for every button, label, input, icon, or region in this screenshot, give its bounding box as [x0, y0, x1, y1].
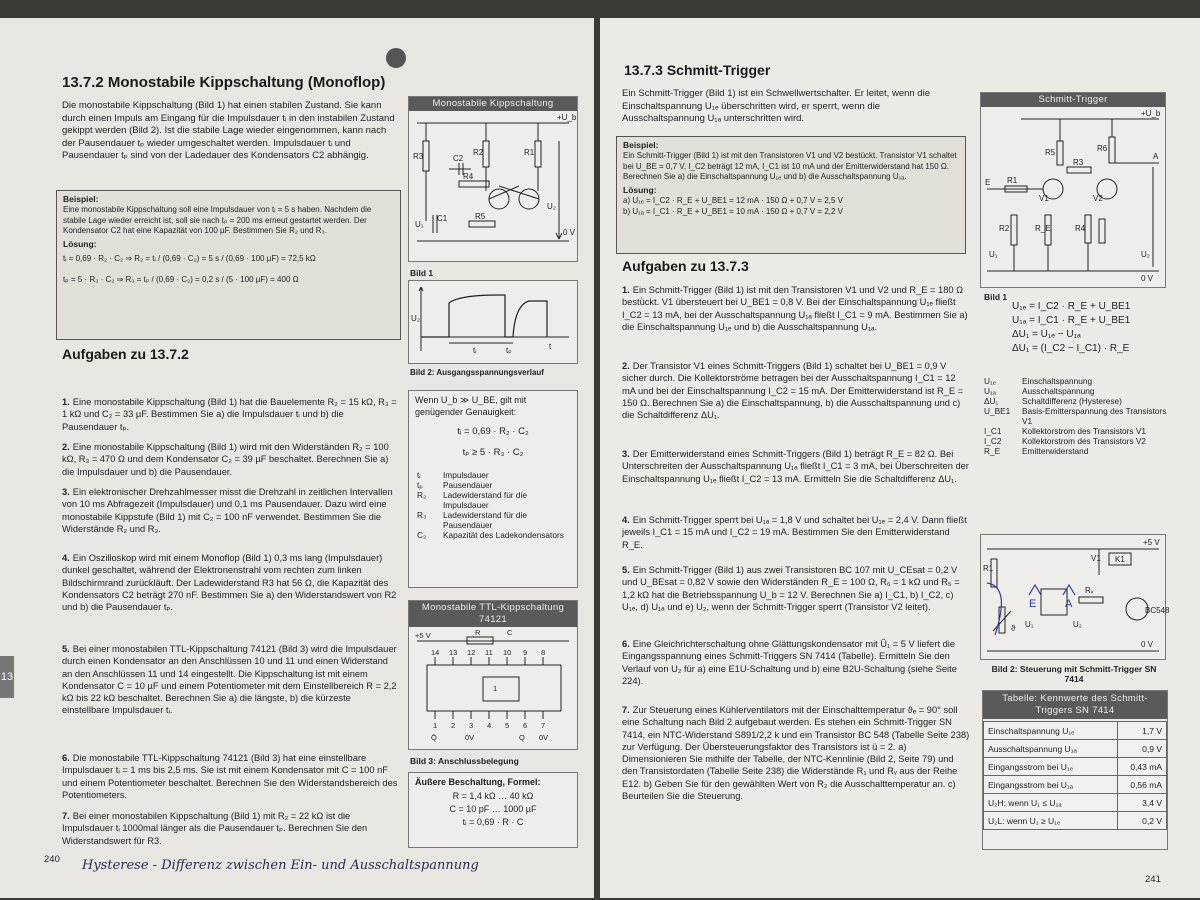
- svg-text:+U_b: +U_b: [557, 113, 577, 122]
- panel-title: Monostabile TTL-Kippschaltung 74121: [409, 601, 577, 627]
- output-voltage-graph: [409, 281, 577, 365]
- task-text: Eine monostabile Kippschaltung (Bild 1) wird mit den Widerständen R₂ = 100 kΩ, R₃ = 470 Ω und dem Kondensator C₂ = 39 µF beschaltet. Berechnen Sie a) die Impulsdauer und b) die Pausendauer.: [62, 442, 389, 477]
- svg-text:R1: R1: [983, 564, 994, 573]
- svg-text:V1: V1: [1091, 554, 1101, 563]
- task-number: 3.: [62, 487, 70, 497]
- svg-text:6: 6: [523, 721, 528, 730]
- task-number: 6.: [622, 639, 630, 649]
- task-text: Bei einer monostabilen Kippschaltung (Bild 1) mit R₂ = 22 kΩ ist die Impulsdauer tᵢ 1000mal länger als die Pausendauer tₚ. Berechnen Sie den Widerstandswert für R3.: [62, 811, 368, 846]
- panel-wiring: [408, 772, 578, 848]
- task-number: 5.: [622, 565, 630, 575]
- left-page: [0, 18, 594, 898]
- solution-label: Lösung:: [63, 239, 97, 250]
- task-text: Die monostabile TTL-Kippschaltung 74121 (Bild 3) hat eine einstellbare Impulsdauer tᵢ = 1 ms bis 2,5 ms. Sie ist mit einem Kondensator mit C = 100 nF und einem Potentiometer beschaltet. Berechnen Sie den Widerstandsbereich des Potentiometers.: [62, 753, 398, 800]
- svg-text:C1: C1: [437, 214, 448, 223]
- legend-symbol: ΔU₁: [984, 396, 999, 406]
- svg-text:5: 5: [505, 721, 510, 730]
- section-title: 13.7.2 Monostabile Kippschaltung (Monoflop): [62, 74, 386, 91]
- svg-text:U₁: U₁: [989, 250, 998, 259]
- page-number: 241: [1145, 874, 1161, 885]
- svg-text:BC548: BC548: [1145, 606, 1170, 615]
- table-row: [984, 758, 1167, 776]
- wiring-c-range: C = 10 pF … 1000 µF: [449, 804, 537, 814]
- svg-text:R2: R2: [473, 148, 484, 157]
- formula-line: ΔU₁ = U₁ₑ − U₁ₐ: [1012, 329, 1081, 340]
- svg-text:9: 9: [523, 648, 528, 657]
- legend-symbol: I_C2: [984, 436, 1002, 446]
- intro-text: Die monostabile Kippschaltung (Bild 1) hat einen stabilen Zustand. Sie kann durch einen Impuls am Eingang für die Impulsdauer tᵢ in den instabilen Zustand gekippt werden (Bild 2). Ist die stabile Lage wieder eingenommen, kann nach der Pausendauer tₚ wieder umgeschaltet werden. Impulsdauer tᵢ und Pausendauer tₚ sind von der Ladedauer des Kondensators C2 abhängig.: [62, 100, 395, 162]
- task-number: 2.: [622, 361, 630, 371]
- legend-row: [982, 436, 1172, 446]
- legend-row: [982, 426, 1172, 436]
- table-value: 0,43 mA: [1118, 758, 1167, 776]
- table-title: Tabelle: Kennwerte des Schmitt-Triggers SN 7414: [983, 691, 1167, 719]
- task-text: Ein Schmitt-Trigger sperrt bei U₁ₐ = 1,8 V und schaltet bei U₁ₑ = 2,4 V. Dann fließt jeweils I_C1 = 15 mA und I_C2 = 19 mA. Bestimmen Sie den Emitterwiderstand R_E.: [622, 515, 967, 550]
- task-number: 7.: [622, 705, 630, 715]
- task-text: Der Transistor V1 eines Schmitt-Triggers (Bild 1) schaltet bei U_BE1 = 0,9 V sicher durch. Die Kollektorströme betragen bei der Ausschaltspannung I_C1 = 12 mA und bei der Einschaltspannung I_C2 = 15 mA. Der Emitterwiderstand ist R_E = 150 Ω. Berechnen Sie a) die Einschaltspannung, b) die Ausschaltspannung und c) die Schaltdifferenz ΔU₁.: [622, 361, 964, 421]
- svg-text:tₚ: tₚ: [506, 346, 512, 355]
- svg-text:4: 4: [487, 721, 492, 730]
- legend-row: [982, 396, 1172, 406]
- svg-text:C2: C2: [453, 154, 464, 163]
- panel-title: Monostabile Kippschaltung: [409, 97, 577, 111]
- task-item: [62, 810, 400, 847]
- solution-label: Lösung:: [623, 185, 657, 196]
- svg-text:3: 3: [469, 721, 474, 730]
- table-value: 3,4 V: [1118, 794, 1167, 812]
- task-item: [622, 704, 970, 802]
- panel-formulas: [408, 390, 578, 588]
- svg-text:12: 12: [467, 648, 476, 657]
- handwritten-note: Hysterese - Differenz zwischen Ein- und Ausschaltspannung: [82, 858, 479, 873]
- task-text: Ein Schmitt-Trigger (Bild 1) ist mit den Transistoren V1 und V2 und R_E = 180 Ω bestückt. V1 übersteuert bei U_BE1 = 0,8 V. Bei der Einschaltspannung U₁ₑ fließt I_C2 = 13 mA, bei der Ausschaltspannung U₁ₐ fließt I_C1 = 9 mA. Bestimmen Sie a) die Einschaltspannung U₁ₑ und b) die Ausschaltspannung U₁ₐ.: [622, 285, 968, 332]
- svg-text:R1: R1: [1007, 176, 1018, 185]
- formula-line: U₁ₐ = I_C1 · R_E + U_BE1: [1012, 315, 1131, 326]
- task-item: [62, 396, 400, 433]
- wiring-title: Äußere Beschaltung, Formel:: [415, 777, 541, 787]
- task-number: 4.: [62, 553, 70, 563]
- legend-symbol: tᵢ: [417, 470, 421, 480]
- task-text: Ein Schmitt-Trigger (Bild 1) aus zwei Transistoren BC 107 mit U_CEsat = 0,2 V und U_BEsat = 0,82 V sowie den Widerständen R_E = 100 Ω, R₆ = 1 kΩ und R₅ = 1,2 kΩ hat die Betriebsspannung U_b = 12 V. Berechnen Sie a) I_C1, b) I_C2, c) U₁ₑ, d) U₁ₐ und e) U₂, wenn der Schmitt-Trigger sperrt (Transistor V2 leitet).: [622, 565, 960, 612]
- svg-text:2: 2: [451, 721, 456, 730]
- formula-legend: [982, 376, 1172, 456]
- svg-text:+U_b: +U_b: [1141, 109, 1161, 118]
- section-title: 13.7.3 Schmitt-Trigger: [624, 62, 771, 78]
- solution-line-2: b) U₁ₐ = I_C1 · R_E + U_BE1 = 10 mA · 150 Ω + 0,7 V = 2,2 V: [623, 206, 843, 216]
- legend-row: [982, 446, 1172, 456]
- task-text: Ein elektronischer Drehzahlmesser misst die Drehzahl in zeitlichen Intervallen von 10 ms Abfragezeit (Impulsdauer) und 0,1 ms Pausendauer. Dazu wird eine monostabile Kippstufe (Bild 1) mit C₂ = 100 nF verwendet. Bestimmen Sie die Widerstände R₂ und R₃.: [62, 487, 393, 534]
- svg-text:U₂: U₂: [1141, 250, 1150, 259]
- legend-symbol: I_C1: [984, 426, 1002, 436]
- task-text: Eine monostabile Kippschaltung (Bild 1) hat die Bauelemente R₂ = 15 kΩ, R₃ = 1 kΩ und C₂ = 33 µF. Bestimmen Sie a) die Impulsdauer tᵢ und b) die Pausendauer tₚ.: [62, 397, 397, 432]
- example-text: Ein Schmitt-Trigger (Bild 1) ist mit den Transistoren V1 und V2 bestückt. Transistor V1 schaltet bei U_BE = 0,7 V, I_C2 beträgt 12 mA, I_C1 ist 10 mA und der Emitterwiderstand hat 150 Ω. Berechnen Sie a) die Einschaltspannung U₁ₑ und b) die Ausschaltspannung U₁ₐ.: [623, 151, 957, 181]
- legend-description: Impulsdauer: [443, 470, 489, 480]
- tasks-heading: Aufgaben zu 13.7.2: [62, 346, 189, 362]
- intro-text: Ein Schmitt-Trigger (Bild 1) ist ein Schwellwertschalter. Er leitet, wenn die Einschaltspannung U₁ₑ überschritten wird, er sperrt, wenn die Ausschaltspannung U₁ₐ unterschritten wird.: [622, 88, 930, 125]
- svg-text:7: 7: [541, 721, 546, 730]
- svg-text:+5 V: +5 V: [415, 631, 431, 640]
- legend-description: Ladewiderstand für die Pausendauer: [443, 510, 527, 530]
- legend-symbol: tₚ: [417, 480, 423, 490]
- svg-text:8: 8: [541, 648, 546, 657]
- svg-text:R6: R6: [1097, 144, 1108, 153]
- panel-monoflop: [408, 96, 578, 262]
- example-box: [616, 136, 966, 254]
- panel-title: Schmitt-Trigger: [981, 93, 1165, 107]
- task-text: Ein Oszilloskop wird mit einem Monoflop (Bild 1) 0,3 ms lang (Impulsdauer) dunkel geschaltet, während der Elektronenstrahl vom rechten zum linken Bildschirmrand zurückläuft. Der Ladewiderstand R3 hat 56 Ω, die Kapazität des Kondensators C2 beträgt 270 nF. Bestimmen Sie a) den Widerstandswert von R2 und b) die Pausendauer tₚ.: [62, 553, 397, 613]
- wiring-r-range: R = 1,4 kΩ … 40 kΩ: [452, 791, 534, 801]
- example-heading: Beispiel:: [63, 194, 99, 204]
- svg-text:Q: Q: [519, 733, 525, 742]
- solution-line-2: tₚ = 5 · R₃ · C₂ ⇒ R₃ = tₚ / (0,69 · C₂) = 0,2 s / (5 · 100 µF) = 400 Ω: [63, 274, 299, 284]
- svg-text:U₁: U₁: [415, 220, 424, 229]
- table-key: Eingangsstrom bei U₁ₑ: [984, 758, 1118, 776]
- task-number: 1.: [622, 285, 630, 295]
- task-item: [622, 448, 970, 485]
- panel-fan-control: [980, 534, 1170, 660]
- svg-text:14: 14: [431, 648, 440, 657]
- svg-text:A: A: [1065, 598, 1073, 610]
- legend-description: Basis-Emitterspannung des Transistors V1: [1022, 406, 1167, 426]
- svg-text:R2: R2: [999, 224, 1010, 233]
- svg-text:11: 11: [485, 648, 493, 657]
- sn7414-table: [983, 721, 1167, 830]
- legend-row: [982, 406, 1172, 426]
- svg-text:K1: K1: [1115, 555, 1125, 564]
- svg-text:R4: R4: [463, 172, 474, 181]
- fan-control-circuit-diagram: [981, 535, 1170, 659]
- svg-text:+5 V: +5 V: [1143, 538, 1160, 547]
- formula-intro: Wenn U_b ≫ U_BE, gilt mit genügender Genauigkeit:: [415, 395, 527, 417]
- example-text: Eine monostabile Kippschaltung soll eine Impulsdauer von tᵢ = 5 s haben. Nachdem die stabile Lage wieder erreicht ist, soll sie nach tₚ = 200 ms erneut gestartet werden. Der Kondensator C2 hat eine Kapazität von 100 µF. Bestimmen Sie R₂ und R₃.: [63, 205, 372, 235]
- chapter-tab: 13: [0, 656, 14, 698]
- legend-symbol: U_BE1: [984, 406, 1011, 416]
- legend-symbol: U₁ₐ: [984, 386, 996, 396]
- legend-description: Schaltdifferenz (Hysterese): [1022, 396, 1122, 406]
- svg-text:U₂: U₂: [547, 202, 556, 211]
- svg-text:U₂: U₂: [411, 314, 420, 323]
- task-item: [622, 564, 970, 613]
- legend-description: Kollektorstrom des Transistors V1: [1022, 426, 1147, 436]
- formula-legend: [415, 470, 571, 540]
- legend-row: [415, 480, 571, 490]
- legend-description: Ausschaltspannung: [1022, 386, 1095, 396]
- task-number: 2.: [62, 442, 70, 452]
- svg-text:10: 10: [503, 648, 512, 657]
- solution-line-1: tᵢ = 0,69 · R₂ · C₂ ⇒ R₂ = tᵢ / (0,69 · C₂) = 5 s / (0,69 · 100 µF) = 72,5 kΩ: [63, 254, 316, 264]
- task-text: Zur Steuerung eines Kühlerventilators mit der Einschalttemperatur ϑₑ = 90° soll eine Schaltung nach Bild 2 aufgebaut werden. Es stehen ein Schmitt-Trigger SN 7414, ein NTC-Widerstand S891/2,2 k und ein Transistor BC 548 (Tabelle Seite 238) zur Verfügung. Der Übersteuerungsfaktor des Transistors ist ü = 2. a) Dimensionieren Sie mithilfe der Tabelle, der NTC-Kennlinie (Bild 2, Seite 79) und den Transistordaten (Tabelle Seite 238) die Widerstände R₁ und Rᵥ aus der Reihe E12. b) Geben Sie für den gewählten Wert von R₂ die Ausschalttemperatur an. c) Beurteilen Sie die Steuerung.: [622, 705, 970, 802]
- svg-text:tᵢ: tᵢ: [473, 346, 477, 355]
- legend-symbol: U₁ₑ: [984, 376, 996, 386]
- legend-row: [415, 510, 571, 530]
- solution-line-1: a) U₁ₑ = I_C2 · R_E + U_BE1 = 12 mA · 150 Ω + 0,7 V = 2,5 V: [623, 196, 843, 206]
- svg-text:0V: 0V: [465, 733, 475, 742]
- figure-2-caption: Bild 2: Ausgangsspannungsverlauf: [410, 368, 544, 377]
- legend-description: Pausendauer: [443, 480, 493, 490]
- svg-text:13: 13: [449, 648, 458, 657]
- svg-text:ϑ: ϑ: [1011, 624, 1016, 633]
- task-item: [622, 638, 970, 687]
- table-value: 0,9 V: [1118, 740, 1167, 758]
- svg-text:R1: R1: [524, 148, 535, 157]
- legend-symbol: R₃: [417, 510, 427, 520]
- svg-text:U₂: U₂: [1073, 620, 1082, 629]
- legend-description: Emitterwiderstand: [1022, 446, 1089, 456]
- panel-output-voltage: [408, 280, 578, 364]
- monoflop-circuit-diagram: [409, 111, 577, 261]
- task-number: 3.: [622, 449, 630, 459]
- task-item: [622, 514, 970, 551]
- svg-text:0V: 0V: [539, 733, 549, 742]
- panel-schmitt-trigger: [980, 92, 1166, 288]
- svg-text:R5: R5: [475, 212, 486, 221]
- task-number: 7.: [62, 811, 70, 821]
- svg-text:Rᵥ: Rᵥ: [1085, 586, 1094, 595]
- task-number: 1.: [62, 397, 70, 407]
- task-item: [62, 552, 400, 613]
- formula-impulse: tᵢ = 0,69 · R₂ · C₂: [457, 426, 529, 437]
- tasks-heading: Aufgaben zu 13.7.3: [622, 258, 749, 274]
- figure-3-caption: Bild 3: Anschlussbelegung: [410, 756, 519, 766]
- table-row: [984, 740, 1167, 758]
- table-key: Eingangsstrom bei U₁ₐ: [984, 776, 1118, 794]
- panel-ttl-74121: [408, 600, 578, 750]
- svg-text:U₁: U₁: [1025, 620, 1034, 629]
- table-row: [984, 812, 1167, 830]
- task-number: 6.: [62, 753, 70, 763]
- legend-description: Einschaltspannung: [1022, 376, 1093, 386]
- svg-text:R: R: [475, 628, 481, 637]
- figure-1-caption: Bild 1: [984, 292, 1008, 302]
- svg-text:E: E: [985, 178, 991, 187]
- task-item: [622, 360, 970, 421]
- formula-pause: tₚ ≥ 5 · R₃ · C₂: [462, 447, 524, 458]
- legend-symbol: C₂: [417, 530, 427, 540]
- right-page: [600, 18, 1200, 898]
- legend-description: Kapazität des Ladekondensators: [443, 530, 564, 540]
- svg-text:E: E: [1029, 598, 1037, 610]
- table-row: [984, 794, 1167, 812]
- legend-description: Ladewiderstand für die Impulsdauer: [443, 490, 527, 510]
- legend-row: [982, 386, 1172, 396]
- svg-text:0 V: 0 V: [1141, 640, 1154, 649]
- task-item: [622, 284, 970, 333]
- table-key: U₂H: wenn U₁ ≤ U₁ₐ: [984, 794, 1118, 812]
- table-value: 0,2 V: [1118, 812, 1167, 830]
- task-item: [62, 643, 400, 717]
- svg-text:0 V: 0 V: [1141, 274, 1154, 283]
- svg-text:1: 1: [493, 684, 498, 693]
- table-row: [984, 722, 1167, 740]
- schmitt-trigger-circuit-diagram: [981, 107, 1165, 287]
- wiring-formula: tᵢ = 0,69 · R · C: [462, 817, 524, 827]
- figure-2-caption: Bild 2: Steuerung mit Schmitt-Trigger SN 7414: [991, 664, 1157, 684]
- panel-sn7414-table: [982, 690, 1168, 850]
- table-value: 0,56 mA: [1118, 776, 1167, 794]
- task-number: 4.: [622, 515, 630, 525]
- task-item: [62, 441, 400, 478]
- table-row: [984, 776, 1167, 794]
- table-value: 1,7 V: [1118, 722, 1167, 740]
- task-item: [62, 752, 400, 801]
- example-heading: Beispiel:: [623, 140, 659, 150]
- formula-block: [1012, 300, 1172, 356]
- figure-1-caption: Bild 1: [410, 268, 434, 278]
- task-text: Bei einer monostabilen TTL-Kippschaltung 74121 (Bild 3) wird die Impulsdauer durch einen Kondensator an den Anschlüssen 10 und 11 und einen Widerstand an den Anschlüssen 11 und 14 eingestellt. Die Kippschaltung ist mit einem Kondensator C = 10 µF und einem Potentiometer mit dem Einstellbereich R = 2,2 kΩ bis 22 kΩ beschaltet. Berechnen Sie a) die längste, b) die kürzeste einstellbare Impulsdauer tᵢ.: [62, 644, 397, 716]
- table-key: U₂L: wenn U₁ ≥ U₁ₑ: [984, 812, 1118, 830]
- svg-text:R4: R4: [1075, 224, 1086, 233]
- legend-row: [415, 490, 571, 510]
- svg-text:C: C: [507, 628, 513, 637]
- svg-text:R5: R5: [1045, 148, 1056, 157]
- svg-text:R_E: R_E: [1035, 224, 1051, 233]
- punch-hole: [386, 48, 406, 68]
- page-number: 240: [44, 854, 60, 865]
- legend-row: [415, 470, 571, 480]
- table-key: Einschaltspannung U₁ₑ: [984, 722, 1118, 740]
- task-text: Der Emitterwiderstand eines Schmitt-Triggers (Bild 1) beträgt R_E = 82 Ω. Bei Unterschreiten der Ausschaltspannung U₁ₐ fließt I_C1 = 3 mA, bei Überschreiten der Einschaltspannung U₁ₑ fließt I_C2 = 13 mA. Ermitteln Sie die Schaltdifferenz ΔU₁.: [622, 449, 969, 484]
- svg-text:R3: R3: [413, 152, 424, 161]
- svg-text:V1: V1: [1039, 194, 1049, 203]
- formula-line: U₁ₑ = I_C2 · R_E + U_BE1: [1012, 301, 1131, 312]
- legend-row: [415, 530, 571, 540]
- legend-description: Kollektorstrom des Transistors V2: [1022, 436, 1147, 446]
- svg-text:V2: V2: [1093, 194, 1103, 203]
- table-key: Ausschaltspannung U₁ₐ: [984, 740, 1118, 758]
- svg-text:1: 1: [433, 721, 438, 730]
- legend-symbol: R_E: [984, 446, 1001, 456]
- svg-text:A: A: [1153, 152, 1159, 161]
- example-box: [56, 190, 401, 340]
- task-text: Eine Gleichrichterschaltung ohne Glättungskondensator mit Û₁ = 5 V liefert die Eingangsspannung eines Schmitt-Triggers SN 7414 (Tabelle). Ermitteln Sie den Verlauf von U₂ für a) eine E1U-Schaltung und b) eine B2U-Schaltung (siehe Seite 224).: [622, 639, 957, 686]
- ttl-74121-pinout-diagram: [409, 627, 577, 749]
- svg-text:0 V: 0 V: [563, 228, 576, 237]
- task-item: [62, 486, 400, 535]
- task-number: 5.: [62, 644, 70, 654]
- svg-text:R3: R3: [1073, 158, 1084, 167]
- legend-symbol: R₂: [417, 490, 427, 500]
- svg-text:Q̄: Q̄: [431, 733, 437, 742]
- formula-line: ΔU₁ = (I_C2 − I_C1) · R_E: [1012, 343, 1130, 354]
- svg-text:t: t: [549, 342, 552, 351]
- legend-row: [982, 376, 1172, 386]
